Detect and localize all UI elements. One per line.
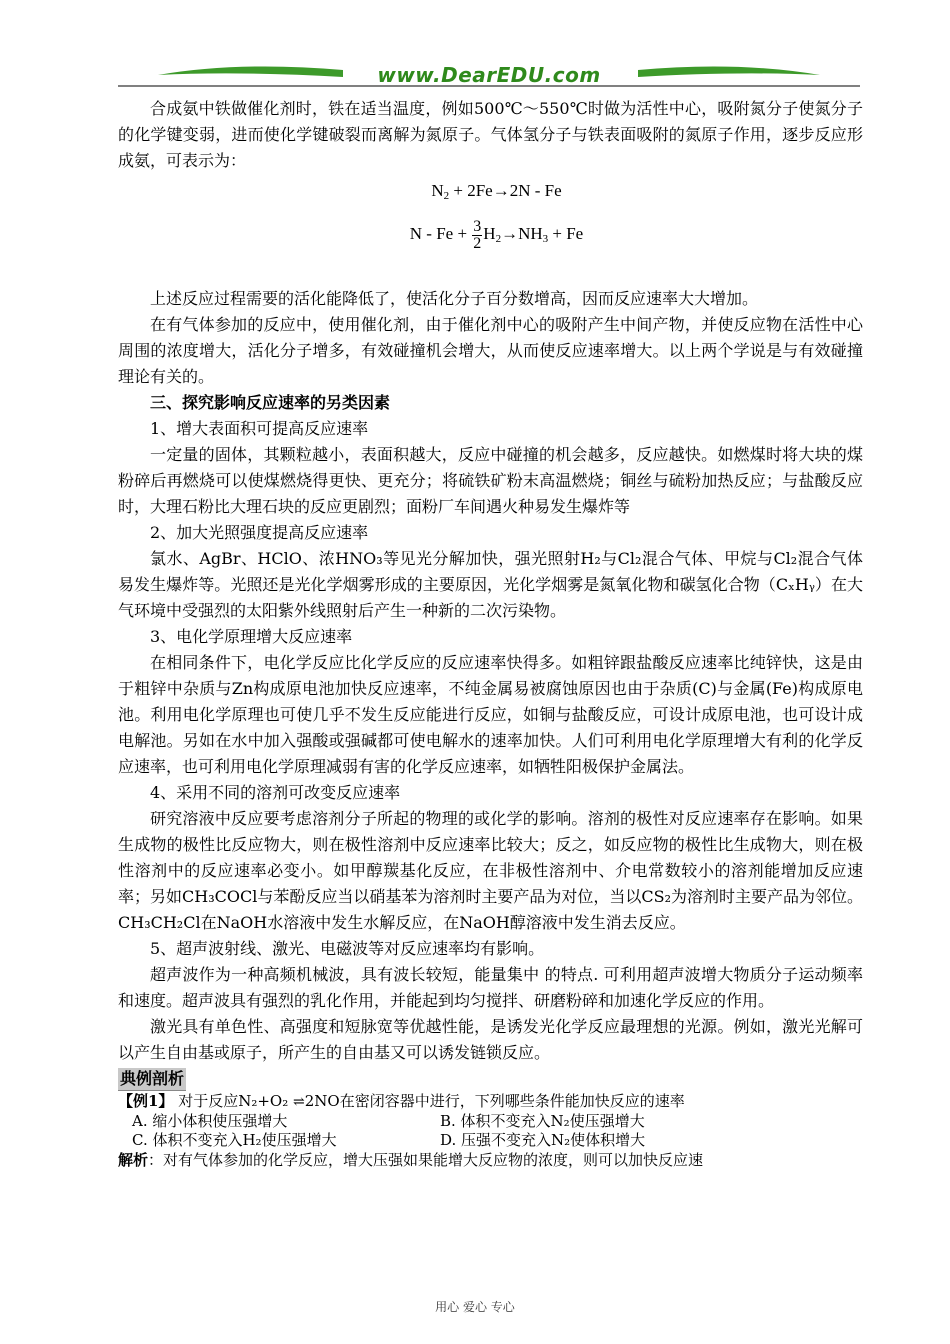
option-b: B. 体积不变充入N₂使压强增大 xyxy=(440,1112,645,1130)
paragraph: 合成氨中铁做催化剂时，铁在适当温度，例如500℃～550℃时做为活性中心，吸附氮分子使氮分子的化学键变弱，进而使化学键破裂而离解为氮原子。气体氢分子与铁表面吸附的氮原子作用，逐步反应形成氨，可表示为： xyxy=(118,99,863,170)
page-header xyxy=(118,55,860,95)
option-a: A. 缩小体积使压强增大 xyxy=(132,1112,288,1130)
page-footer: 用心 爱心 专心 xyxy=(435,1300,515,1314)
analysis-label: 解析 xyxy=(118,1151,149,1169)
option-c: C. 体积不变充入H₂使压强增大 xyxy=(132,1131,337,1149)
formula-1: $N_2 + 2Fe\to 2N - Fe$ xyxy=(431,181,562,202)
document-body xyxy=(118,96,863,1170)
example-tag: 【例1】 xyxy=(118,1092,174,1110)
example-question: 【例1】 对于反应N₂+O₂ ⇌2NO在密闭容器中进行，下列哪些条件能加快反应的速率 xyxy=(118,1092,685,1110)
paragraph: 超声波作为一种高频机械波，具有波长较短，能量集中 的特点. 可利用超声波增大物质分子运动频率和速度。超声波具有强烈的乳化作用，并能起到均匀搅拌、研磨粉碎和加速化学反应的作用。 xyxy=(118,965,863,1010)
paragraph: 激光具有单色性、高强度和短脉宽等优越性能，是诱发光化学反应最理想的光源。例如，激光光解可以产生自由基或原子，所产生的自由基又可以诱发链锁反应。 xyxy=(118,1017,863,1062)
example-analysis: 解析：对有气体参加的化学反应，增大压强如果能增大反应物的浓度，则可以加快反应速 xyxy=(118,1151,704,1169)
paragraph: 上述反应过程需要的活化能降低了，使活化分子百分数增高，因而反应速率大大增加。 xyxy=(150,289,759,308)
section-heading: 三、探究影响反应速率的另类因素 xyxy=(150,393,391,412)
example-options xyxy=(118,1112,863,1150)
paragraph: 在有气体参加的反应中，使用催化剂，由于催化剂中心的吸附产生中间产物，并使反应物在活性中心周围的浓度增大，活化分子增多，有效碰撞机会增大，从而使反应速率增大。以上两个学说是与有效碰撞理论有关的。 xyxy=(118,315,863,386)
subheading: 1、增大表面积可提高反应速率 xyxy=(150,419,369,438)
site-logo[interactable]: www.DearEDU.com xyxy=(377,63,601,87)
subheading: 4、采用不同的溶剂可改变反应速率 xyxy=(150,783,401,802)
subheading: 3、电化学原理增大反应速率 xyxy=(150,627,353,646)
subheading: 5、超声波射线、激光、电磁波等对反应速率均有影响。 xyxy=(150,939,545,958)
paragraph: 一定量的固体，其颗粒越小，表面积越大，反应中碰撞的机会越多，反应越快。如燃煤时将大块的煤粉碎后再燃烧可以使煤燃烧得更快、更充分；将硫铁矿粉末高温燃烧；铜丝与硫粉加热反应；与盐酸反应时，大理石粉比大理石块的反应更剧烈；面粉厂车间遇火种易发生爆炸等 xyxy=(118,445,863,516)
paragraph: 氯水、AgBr、HClO、浓HNO₃等见光分解加快，强光照射H₂与Cl₂混合气体、甲烷与Cl₂混合气体易发生爆炸等。光照还是光化学烟雾形成的主要原因，光化学烟雾是氮氧化物和碳氢化合物（CₓHᵧ）在大气环境中受强烈的太阳紫外线照射后产生一种新的二次污染物。 xyxy=(118,549,863,620)
paragraph: 研究溶液中反应要考虑溶剂分子所起的物理的或化学的影响。溶剂的极性对反应速率存在影响。如果生成物的极性比反应物大，则在极性溶剂中反应速率比较大；反之，如反应物的极性比生成物大，则在极性溶剂中的反应速率必变小。如甲醇羰基化反应，在非极性溶剂中、介电常数较小的溶剂能增加反应速率；另如CH₃COCl与苯酚反应当以硝基苯为溶剂时主要产品为对位，当以CS₂为溶剂时主要产品为邻位。CH₃CH₂Cl在NaOH水溶液中发生水解反应，在NaOH醇溶液中发生消去反应。 xyxy=(118,809,863,932)
paragraph: 在相同条件下，电化学反应比化学反应的反应速率快得多。如粗锌跟盐酸反应速率比纯锌快，这是由于粗锌中杂质与Zn构成原电池加快反应速率，不纯金属易被腐蚀原因也由于杂质(C)与金属(Fe)构成原电池。利用电化学原理也可使几乎不发生反应能进行反应，如铜与盐酸反应，可设计成原电池，也可设计成电解池。另如在水中加入强酸或强碱都可使电解水的速率加快。人们可利用电化学原理增大有利的化学反应速率，也可利用电化学原理减弱有害的化学反应速率，如牺牲阳极保护金属法。 xyxy=(118,653,863,776)
subheading: 2、加大光照强度提高反应速率 xyxy=(150,523,369,542)
equilibrium-arrow-icon: ⇌ xyxy=(293,1094,305,1110)
fraction: $\frac{3}{2}$ xyxy=(473,217,482,252)
option-d: D. 压强不变充入N₂使体积增大 xyxy=(440,1131,646,1149)
example-section-label: 典例剖析 xyxy=(118,1068,186,1091)
formula-2: N - Fe + $\frac{3}{2}$ $H_2\to NH_3 + Fe$ xyxy=(409,217,584,252)
